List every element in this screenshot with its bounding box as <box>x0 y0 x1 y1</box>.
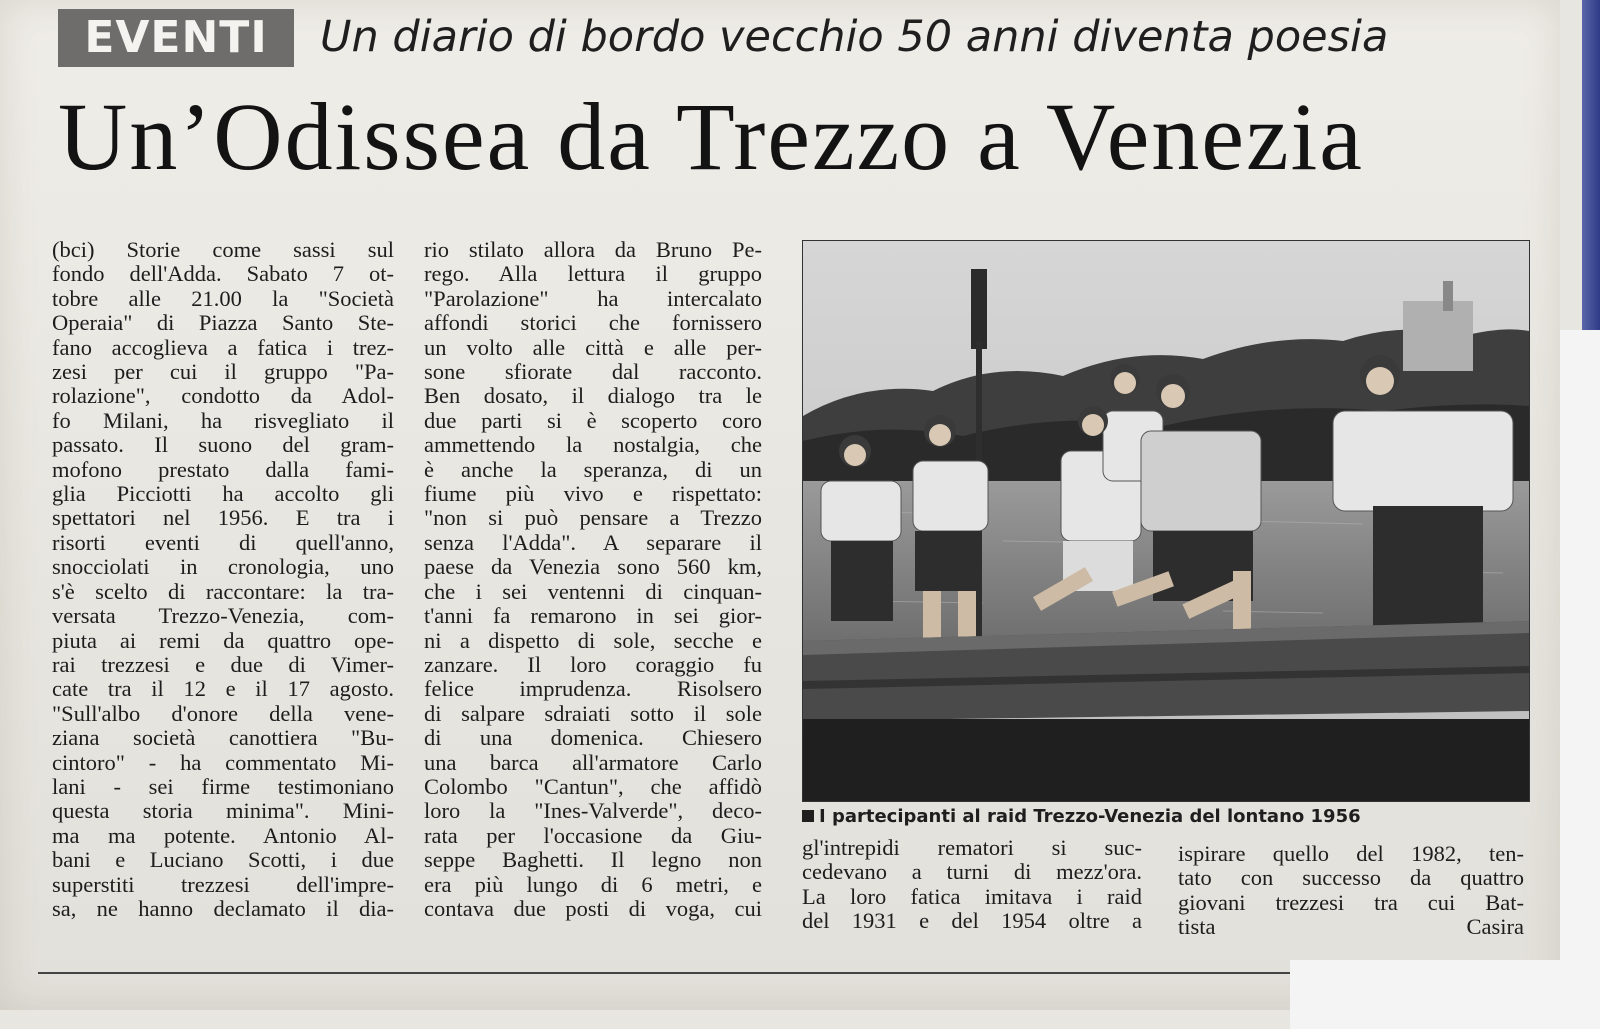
text-line: senza l'Adda". A separare il <box>424 530 762 555</box>
text-line: contava due posti di voga, cui <box>424 896 762 921</box>
text-line: spettatori nel 1956. E tra i <box>52 506 394 531</box>
text-line: fiume più vivo e rispettato: <box>424 482 762 507</box>
text-line: bani e Luciano Scotti, i due <box>52 848 394 873</box>
text-line: affondi storici che fornissero <box>424 311 762 336</box>
background-edge <box>1560 330 1600 1029</box>
text-line: rata per l'occasione da Giu- <box>424 823 762 848</box>
article-column-2 <box>424 238 762 921</box>
kicker-subtitle: Un diario di bordo vecchio 50 anni diventa poesia <box>320 12 1389 62</box>
text-line: ni a dispetto di sole, secche e <box>424 628 762 653</box>
text-line: di salpare sdraiati sotto il sole <box>424 701 762 726</box>
text-line: due parti si è scoperto coro <box>424 408 762 433</box>
text-line: "Parolazione" ha intercalato <box>424 286 762 311</box>
text-line: rego. Alla lettura il gruppo <box>424 262 762 287</box>
article-column-4 <box>1178 842 1524 940</box>
text-line: rai trezzesi e due di Vimer- <box>52 652 394 677</box>
text-line: è anche la speranza, di un <box>424 457 762 482</box>
rowers-boat-image <box>803 241 1529 801</box>
text-line: ispirare quello del 1982, ten- <box>1178 842 1524 866</box>
torn-corner <box>1290 960 1560 1029</box>
text-line: Ben dosato, il dialogo tra le <box>424 384 762 409</box>
text-line: cintoro" - ha commentato Mi- <box>52 750 394 775</box>
text-line: cedevano a turni di mezz'ora. <box>802 860 1142 885</box>
text-line: Colombo "Cantun", che affidò <box>424 774 762 799</box>
text-line: zesi per cui il gruppo "Pa- <box>52 360 394 385</box>
text-line: (bci) Storie come sassi sul <box>52 238 394 262</box>
section-tag: EVENTI <box>58 9 294 67</box>
historic-photo <box>802 240 1530 802</box>
caption-square-icon <box>802 810 814 822</box>
text-line: tobre alle 21.00 la "Società <box>52 286 394 311</box>
text-line: rio stilato allora da Bruno Pe- <box>424 238 762 262</box>
text-line: s'è scelto di raccontare: la tra- <box>52 579 394 604</box>
text-line: tato con successo da quattro <box>1178 866 1524 891</box>
text-line: risorti eventi di quell'anno, <box>52 530 394 555</box>
text-line: sa, ne hanno declamato il dia- <box>52 896 394 921</box>
text-line: un volto alle città e alle per- <box>424 335 762 360</box>
text-line: snocciolati in cronologia, uno <box>52 555 394 580</box>
text-line: loro la "Ines-Valverde", deco- <box>424 799 762 824</box>
text-line: zanzare. Il loro coraggio fu <box>424 652 762 677</box>
text-line: cate tra il 12 e il 17 agosto. <box>52 677 394 702</box>
text-line: era più lungo di 6 metri, e <box>424 872 762 897</box>
text-line: sone sfiorate dal racconto. <box>424 360 762 385</box>
text-line: Operaia" di Piazza Santo Ste- <box>52 311 394 336</box>
photo-caption: I partecipanti al raid Trezzo-Venezia del lontano 1956 <box>802 806 1528 827</box>
text-line: fano accoglieva a fatica i trez- <box>52 335 394 360</box>
headline: Un’Odissea da Trezzo a Venezia <box>58 83 1364 190</box>
text-line: fo Milani, ha risvegliato il <box>52 408 394 433</box>
text-line: versata Trezzo-Venezia, com- <box>52 604 394 629</box>
text-line: questa storia minima". Mini- <box>52 799 394 824</box>
text-line: paese da Venezia sono 560 km, <box>424 555 762 580</box>
text-line: gl'intrepidi rematori si suc- <box>802 836 1142 860</box>
text-line: del 1931 e del 1954 oltre a <box>802 909 1142 934</box>
article-column-3 <box>802 836 1142 934</box>
text-line: seppe Baghetti. Il legno non <box>424 848 762 873</box>
text-line: una barca all'armatore Carlo <box>424 750 762 775</box>
text-line: passato. Il suono del gram- <box>52 433 394 458</box>
text-line: t'anni fa remarono in sei gior- <box>424 604 762 629</box>
text-line: che i sei ventenni di cinquan- <box>424 579 762 604</box>
text-line: glia Picciotti ha accolto gli <box>52 482 394 507</box>
text-line: fondo dell'Adda. Sabato 7 ot- <box>52 262 394 287</box>
text-line: giovani trezzesi tra cui Bat- <box>1178 890 1524 915</box>
text-line: ma ma potente. Antonio Al- <box>52 823 394 848</box>
text-line: La loro fatica imitava i raid <box>802 884 1142 909</box>
text-line: "Sull'albo d'onore della vene- <box>52 701 394 726</box>
text-line: "non si può pensare a Trezzo <box>424 506 762 531</box>
text-line: felice imprudenza. Risolsero <box>424 677 762 702</box>
page-edge <box>1582 0 1600 330</box>
text-line: lani - sei firme testimoniano <box>52 774 394 799</box>
text-line: superstiti trezzesi dell'impre- <box>52 872 394 897</box>
text-line: piuta ai remi da quattro ope- <box>52 628 394 653</box>
article-column-1 <box>52 238 394 921</box>
text-line: ammettendo la nostalgia, che <box>424 433 762 458</box>
text-line: ziana società canottiera "Bu- <box>52 726 394 751</box>
text-line: rolazione", condotto da Adol- <box>52 384 394 409</box>
text-line: mofono prestato dalla fami- <box>52 457 394 482</box>
text-line: di una domenica. Chiesero <box>424 726 762 751</box>
text-line: tista Casira <box>1178 915 1524 940</box>
